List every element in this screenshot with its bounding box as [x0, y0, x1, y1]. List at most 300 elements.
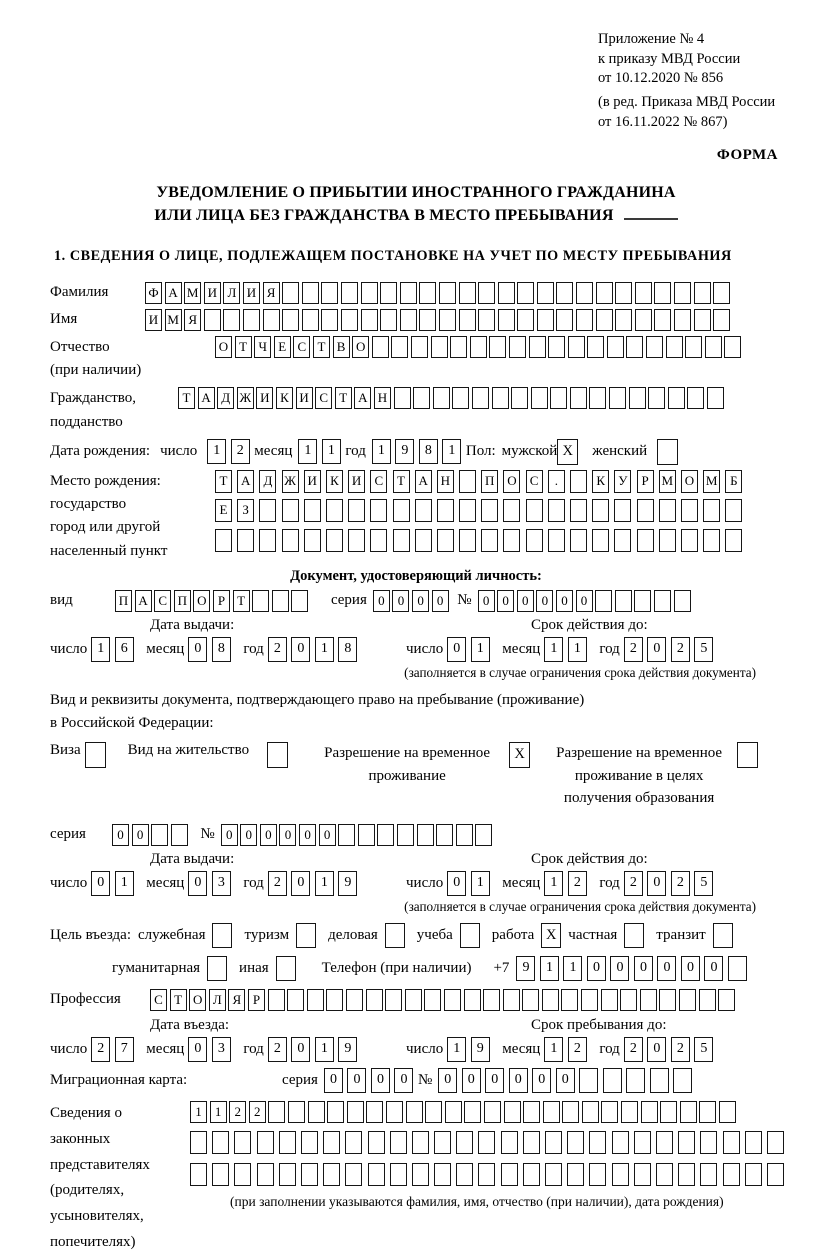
char-cell[interactable] [459, 529, 476, 552]
char-cell[interactable]: 5 [694, 637, 713, 662]
char-cell[interactable] [615, 282, 632, 304]
char-cell[interactable] [282, 309, 299, 331]
char-cell[interactable]: Т [393, 470, 410, 493]
char-cell[interactable]: Л [209, 989, 226, 1011]
char-cell[interactable]: 2 [624, 1037, 643, 1062]
char-cell[interactable] [434, 1131, 451, 1154]
char-cell[interactable]: 1 [298, 439, 317, 464]
char-cell[interactable] [511, 387, 528, 409]
char-cell[interactable]: М [659, 470, 676, 493]
char-cell[interactable] [459, 282, 476, 304]
char-cell[interactable] [501, 1163, 518, 1186]
char-cell[interactable] [385, 989, 402, 1011]
char-cell[interactable]: 0 [587, 956, 606, 981]
char-cell[interactable] [301, 1131, 318, 1154]
char-cell[interactable]: 0 [324, 1068, 343, 1093]
char-cell[interactable] [307, 989, 324, 1011]
char-cell[interactable]: 2 [671, 637, 690, 662]
purpose-transit-checkbox[interactable] [713, 923, 733, 948]
char-cell[interactable] [694, 282, 711, 304]
char-cell[interactable]: З [237, 499, 254, 522]
char-cell[interactable] [223, 309, 240, 331]
char-cell[interactable]: 2 [568, 1037, 587, 1062]
char-cell[interactable]: 2 [671, 871, 690, 896]
char-cell[interactable] [548, 336, 565, 358]
char-cell[interactable] [272, 590, 289, 612]
char-cell[interactable] [445, 1101, 462, 1123]
char-cell[interactable] [424, 989, 441, 1011]
char-cell[interactable]: П [481, 470, 498, 493]
char-cell[interactable] [259, 499, 276, 522]
char-cell[interactable]: 2 [229, 1101, 246, 1123]
char-cell[interactable] [237, 529, 254, 552]
char-cell[interactable] [509, 336, 526, 358]
char-cell[interactable] [243, 309, 260, 331]
char-cell[interactable]: 0 [347, 1068, 366, 1093]
char-cell[interactable]: 9 [395, 439, 414, 464]
char-cell[interactable]: 1 [207, 439, 226, 464]
char-cell[interactable] [601, 1101, 618, 1123]
char-cell[interactable] [452, 387, 469, 409]
char-cell[interactable]: 2 [91, 1037, 110, 1062]
char-cell[interactable]: 0 [188, 1037, 207, 1062]
char-cell[interactable]: О [193, 590, 210, 612]
char-cell[interactable] [436, 824, 453, 846]
char-cell[interactable] [522, 989, 539, 1011]
char-cell[interactable]: Р [213, 590, 230, 612]
char-cell[interactable]: 0 [647, 1037, 666, 1062]
char-cell[interactable] [481, 499, 498, 522]
char-cell[interactable] [366, 989, 383, 1011]
char-cell[interactable] [268, 989, 285, 1011]
char-cell[interactable] [484, 1101, 501, 1123]
char-cell[interactable] [370, 499, 387, 522]
char-cell[interactable] [308, 1101, 325, 1123]
char-cell[interactable] [323, 1163, 340, 1186]
char-cell[interactable] [413, 387, 430, 409]
char-cell[interactable] [637, 529, 654, 552]
char-cell[interactable]: С [315, 387, 332, 409]
char-cell[interactable]: 2 [268, 1037, 287, 1062]
char-cell[interactable] [550, 387, 567, 409]
char-cell[interactable]: Я [184, 309, 201, 331]
char-cell[interactable] [412, 1163, 429, 1186]
char-cell[interactable]: 0 [478, 590, 495, 612]
char-cell[interactable]: 9 [338, 1037, 357, 1062]
char-cell[interactable] [640, 989, 657, 1011]
char-cell[interactable]: 0 [556, 590, 573, 612]
char-cell[interactable] [439, 282, 456, 304]
char-cell[interactable]: 2 [249, 1101, 266, 1123]
char-cell[interactable] [390, 1131, 407, 1154]
char-cell[interactable] [576, 309, 593, 331]
char-cell[interactable]: Н [437, 470, 454, 493]
char-cell[interactable]: А [354, 387, 371, 409]
char-cell[interactable] [291, 590, 308, 612]
char-cell[interactable]: 1 [91, 637, 110, 662]
char-cell[interactable]: 0 [291, 871, 310, 896]
char-cell[interactable] [287, 989, 304, 1011]
char-cell[interactable] [368, 1163, 385, 1186]
char-cell[interactable] [393, 529, 410, 552]
char-cell[interactable] [415, 529, 432, 552]
char-cell[interactable] [587, 336, 604, 358]
char-cell[interactable] [412, 1131, 429, 1154]
char-cell[interactable] [215, 529, 232, 552]
char-cell[interactable] [204, 309, 221, 331]
char-cell[interactable]: 2 [624, 871, 643, 896]
char-cell[interactable] [257, 1131, 274, 1154]
char-cell[interactable]: О [189, 989, 206, 1011]
char-cell[interactable]: 0 [112, 824, 129, 846]
char-cell[interactable]: 0 [556, 1068, 575, 1093]
char-cell[interactable]: Л [223, 282, 240, 304]
char-cell[interactable] [601, 989, 618, 1011]
char-cell[interactable]: 1 [471, 871, 490, 896]
char-cell[interactable]: 9 [471, 1037, 490, 1062]
char-cell[interactable]: К [276, 387, 293, 409]
char-cell[interactable]: Т [233, 590, 250, 612]
char-cell[interactable]: 5 [694, 1037, 713, 1062]
char-cell[interactable]: Ж [237, 387, 254, 409]
char-cell[interactable] [456, 824, 473, 846]
char-cell[interactable] [380, 309, 397, 331]
char-cell[interactable]: Т [215, 470, 232, 493]
char-cell[interactable]: 1 [210, 1101, 227, 1123]
char-cell[interactable] [531, 387, 548, 409]
char-cell[interactable]: 6 [115, 637, 134, 662]
char-cell[interactable] [475, 824, 492, 846]
char-cell[interactable]: 0 [532, 1068, 551, 1093]
char-cell[interactable] [537, 309, 554, 331]
char-cell[interactable] [567, 1131, 584, 1154]
char-cell[interactable]: 3 [212, 1037, 231, 1062]
char-cell[interactable] [391, 336, 408, 358]
char-cell[interactable] [282, 282, 299, 304]
char-cell[interactable] [234, 1163, 251, 1186]
char-cell[interactable] [437, 529, 454, 552]
char-cell[interactable] [323, 1131, 340, 1154]
char-cell[interactable] [719, 1101, 736, 1123]
char-cell[interactable] [406, 1101, 423, 1123]
char-cell[interactable]: 0 [371, 1068, 390, 1093]
char-cell[interactable] [745, 1131, 762, 1154]
char-cell[interactable] [529, 336, 546, 358]
char-cell[interactable] [654, 282, 671, 304]
char-cell[interactable] [634, 1163, 651, 1186]
char-cell[interactable] [703, 499, 720, 522]
char-cell[interactable] [674, 590, 691, 612]
char-cell[interactable]: 0 [394, 1068, 413, 1093]
char-cell[interactable]: 0 [509, 1068, 528, 1093]
char-cell[interactable]: 1 [540, 956, 559, 981]
char-cell[interactable] [679, 989, 696, 1011]
char-cell[interactable]: 0 [432, 590, 449, 612]
char-cell[interactable]: 0 [319, 824, 336, 846]
char-cell[interactable]: А [198, 387, 215, 409]
char-cell[interactable]: 0 [681, 956, 700, 981]
char-cell[interactable] [459, 309, 476, 331]
char-cell[interactable]: П [174, 590, 191, 612]
char-cell[interactable]: 3 [212, 871, 231, 896]
char-cell[interactable]: А [165, 282, 182, 304]
char-cell[interactable] [615, 590, 632, 612]
char-cell[interactable]: 0 [279, 824, 296, 846]
char-cell[interactable] [634, 590, 651, 612]
char-cell[interactable] [347, 1101, 364, 1123]
char-cell[interactable] [660, 1101, 677, 1123]
char-cell[interactable] [361, 282, 378, 304]
char-cell[interactable] [282, 529, 299, 552]
char-cell[interactable] [570, 470, 587, 493]
char-cell[interactable]: 0 [576, 590, 593, 612]
char-cell[interactable]: 1 [315, 871, 334, 896]
char-cell[interactable] [596, 309, 613, 331]
char-cell[interactable]: 1 [115, 871, 134, 896]
char-cell[interactable] [674, 309, 691, 331]
char-cell[interactable]: 9 [516, 956, 535, 981]
char-cell[interactable] [302, 282, 319, 304]
char-cell[interactable] [380, 282, 397, 304]
char-cell[interactable] [699, 1101, 716, 1123]
char-cell[interactable] [171, 824, 188, 846]
char-cell[interactable] [345, 1163, 362, 1186]
char-cell[interactable]: 0 [132, 824, 149, 846]
purpose-private-checkbox[interactable] [624, 923, 644, 948]
char-cell[interactable] [327, 1101, 344, 1123]
char-cell[interactable]: 1 [442, 439, 461, 464]
char-cell[interactable] [678, 1131, 695, 1154]
char-cell[interactable] [607, 336, 624, 358]
char-cell[interactable] [612, 1163, 629, 1186]
char-cell[interactable] [397, 824, 414, 846]
char-cell[interactable] [656, 1131, 673, 1154]
char-cell[interactable] [659, 989, 676, 1011]
char-cell[interactable] [326, 529, 343, 552]
char-cell[interactable] [542, 989, 559, 1011]
char-cell[interactable] [635, 309, 652, 331]
char-cell[interactable]: С [526, 470, 543, 493]
char-cell[interactable] [302, 309, 319, 331]
char-cell[interactable]: 0 [291, 1037, 310, 1062]
char-cell[interactable] [548, 529, 565, 552]
char-cell[interactable]: 0 [392, 590, 409, 612]
char-cell[interactable] [386, 1101, 403, 1123]
char-cell[interactable]: 1 [544, 637, 563, 662]
char-cell[interactable] [456, 1163, 473, 1186]
char-cell[interactable] [674, 282, 691, 304]
char-cell[interactable] [434, 1163, 451, 1186]
char-cell[interactable]: Т [178, 387, 195, 409]
char-cell[interactable]: 1 [315, 1037, 334, 1062]
char-cell[interactable] [626, 336, 643, 358]
char-cell[interactable] [489, 336, 506, 358]
char-cell[interactable] [478, 309, 495, 331]
char-cell[interactable]: Ж [282, 470, 299, 493]
purpose-business-checkbox[interactable] [212, 923, 232, 948]
temp-residence-checkbox[interactable]: X [509, 742, 530, 768]
char-cell[interactable]: 1 [471, 637, 490, 662]
char-cell[interactable] [648, 387, 665, 409]
char-cell[interactable]: О [215, 336, 232, 358]
char-cell[interactable]: Б [725, 470, 742, 493]
char-cell[interactable] [634, 1131, 651, 1154]
char-cell[interactable]: 7 [115, 1037, 134, 1062]
char-cell[interactable] [394, 387, 411, 409]
char-cell[interactable] [212, 1163, 229, 1186]
char-cell[interactable]: Р [248, 989, 265, 1011]
char-cell[interactable] [503, 499, 520, 522]
char-cell[interactable] [713, 309, 730, 331]
temp-residence-education-checkbox[interactable] [737, 742, 758, 768]
char-cell[interactable]: И [243, 282, 260, 304]
char-cell[interactable] [700, 1163, 717, 1186]
char-cell[interactable]: 0 [299, 824, 316, 846]
char-cell[interactable] [450, 336, 467, 358]
char-cell[interactable]: 1 [544, 871, 563, 896]
char-cell[interactable]: И [145, 309, 162, 331]
char-cell[interactable] [263, 309, 280, 331]
char-cell[interactable] [517, 309, 534, 331]
char-cell[interactable] [478, 282, 495, 304]
char-cell[interactable]: 0 [485, 1068, 504, 1093]
char-cell[interactable]: О [681, 470, 698, 493]
char-cell[interactable]: 0 [188, 637, 207, 662]
char-cell[interactable]: 0 [291, 637, 310, 662]
char-cell[interactable] [718, 989, 735, 1011]
char-cell[interactable] [470, 336, 487, 358]
char-cell[interactable]: Т [235, 336, 252, 358]
char-cell[interactable] [304, 499, 321, 522]
char-cell[interactable] [725, 499, 742, 522]
char-cell[interactable]: 1 [372, 439, 391, 464]
char-cell[interactable] [301, 1163, 318, 1186]
char-cell[interactable] [361, 309, 378, 331]
char-cell[interactable]: 0 [517, 590, 534, 612]
char-cell[interactable] [503, 989, 520, 1011]
char-cell[interactable] [700, 1131, 717, 1154]
char-cell[interactable]: 9 [338, 871, 357, 896]
char-cell[interactable] [592, 499, 609, 522]
char-cell[interactable] [304, 529, 321, 552]
char-cell[interactable]: Ч [254, 336, 271, 358]
char-cell[interactable] [419, 282, 436, 304]
char-cell[interactable] [637, 499, 654, 522]
char-cell[interactable] [338, 824, 355, 846]
char-cell[interactable] [523, 1131, 540, 1154]
char-cell[interactable] [548, 499, 565, 522]
char-cell[interactable] [341, 309, 358, 331]
char-cell[interactable] [705, 336, 722, 358]
char-cell[interactable]: 0 [221, 824, 238, 846]
char-cell[interactable]: 0 [260, 824, 277, 846]
char-cell[interactable] [345, 1131, 362, 1154]
char-cell[interactable] [556, 309, 573, 331]
char-cell[interactable] [390, 1163, 407, 1186]
char-cell[interactable] [400, 282, 417, 304]
char-cell[interactable] [713, 282, 730, 304]
char-cell[interactable] [699, 989, 716, 1011]
char-cell[interactable]: О [352, 336, 369, 358]
char-cell[interactable] [581, 989, 598, 1011]
char-cell[interactable] [641, 1101, 658, 1123]
char-cell[interactable] [417, 824, 434, 846]
char-cell[interactable] [523, 1163, 540, 1186]
char-cell[interactable] [561, 989, 578, 1011]
char-cell[interactable] [498, 282, 515, 304]
purpose-work-checkbox[interactable]: X [541, 923, 561, 948]
char-cell[interactable]: 0 [647, 871, 666, 896]
char-cell[interactable]: 2 [568, 871, 587, 896]
char-cell[interactable]: И [256, 387, 273, 409]
char-cell[interactable] [419, 309, 436, 331]
char-cell[interactable] [654, 590, 671, 612]
char-cell[interactable] [567, 1163, 584, 1186]
char-cell[interactable]: 8 [338, 637, 357, 662]
char-cell[interactable]: С [370, 470, 387, 493]
char-cell[interactable] [459, 470, 476, 493]
char-cell[interactable]: И [348, 470, 365, 493]
char-cell[interactable] [370, 529, 387, 552]
char-cell[interactable]: Ф [145, 282, 162, 304]
char-cell[interactable]: К [326, 470, 343, 493]
purpose-humanitarian-checkbox[interactable] [207, 956, 227, 981]
char-cell[interactable] [433, 387, 450, 409]
char-cell[interactable]: Т [313, 336, 330, 358]
char-cell[interactable] [526, 499, 543, 522]
char-cell[interactable] [685, 336, 702, 358]
sex-male-checkbox[interactable]: X [557, 439, 578, 465]
char-cell[interactable] [703, 529, 720, 552]
char-cell[interactable] [234, 1131, 251, 1154]
char-cell[interactable] [523, 1101, 540, 1123]
char-cell[interactable] [609, 387, 626, 409]
char-cell[interactable] [431, 336, 448, 358]
char-cell[interactable] [728, 956, 747, 981]
char-cell[interactable]: К [592, 470, 609, 493]
char-cell[interactable] [348, 529, 365, 552]
char-cell[interactable] [687, 387, 704, 409]
char-cell[interactable]: Р [637, 470, 654, 493]
char-cell[interactable] [576, 282, 593, 304]
char-cell[interactable]: Я [263, 282, 280, 304]
char-cell[interactable] [400, 309, 417, 331]
char-cell[interactable]: 1 [563, 956, 582, 981]
purpose-tourism-checkbox[interactable] [296, 923, 316, 948]
char-cell[interactable]: Д [217, 387, 234, 409]
char-cell[interactable]: 0 [704, 956, 723, 981]
char-cell[interactable] [678, 1163, 695, 1186]
char-cell[interactable] [614, 499, 631, 522]
purpose-study-checkbox[interactable] [460, 923, 480, 948]
char-cell[interactable] [579, 1068, 598, 1093]
char-cell[interactable] [725, 529, 742, 552]
char-cell[interactable] [589, 387, 606, 409]
char-cell[interactable] [279, 1163, 296, 1186]
char-cell[interactable]: Я [228, 989, 245, 1011]
char-cell[interactable]: А [415, 470, 432, 493]
char-cell[interactable] [603, 1068, 622, 1093]
char-cell[interactable] [680, 1101, 697, 1123]
char-cell[interactable]: 0 [536, 590, 553, 612]
char-cell[interactable] [190, 1131, 207, 1154]
char-cell[interactable] [478, 1163, 495, 1186]
char-cell[interactable] [415, 499, 432, 522]
char-cell[interactable] [620, 989, 637, 1011]
char-cell[interactable] [377, 824, 394, 846]
char-cell[interactable]: 8 [419, 439, 438, 464]
char-cell[interactable] [556, 282, 573, 304]
